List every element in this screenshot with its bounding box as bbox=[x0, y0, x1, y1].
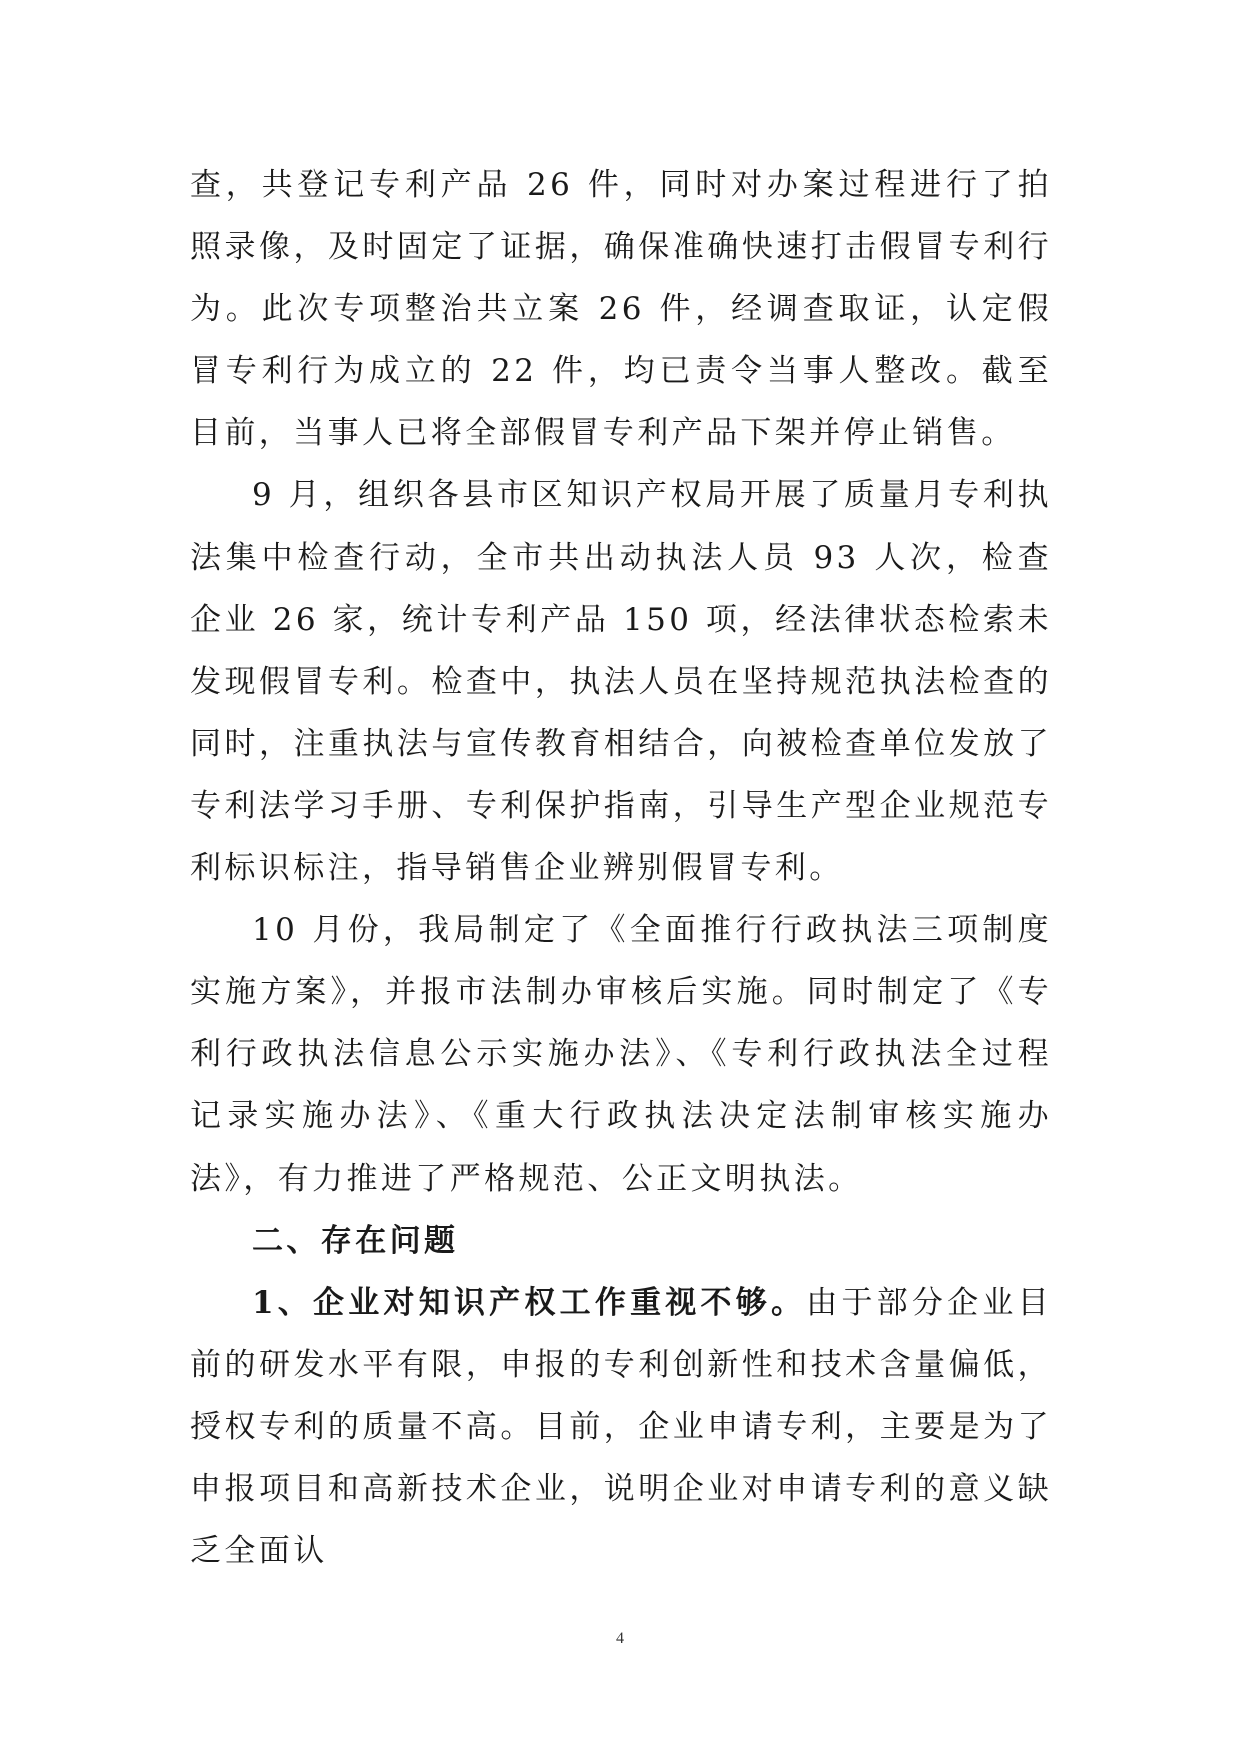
issue-1-body: 由于部分企业目前的研发水平有限，申报的专利创新性和技术含量偏低，授权专利的质量不高。目前，企业申请专利，主要是为了申报项目和高新技术企业，说明企业对申请专利的意义缺乏全面认 bbox=[190, 1284, 1052, 1570]
paragraph-september-inspection: 9 月，组织各县市区知识产权局开展了质量月专利执法集中检查行动，全市共出动执法人员 93 人次，检查企业 26 家，统计专利产品 150 项，经法律状态检索未发现假冒专利。检查中，执法人员在坚持规范执法检查的同时，注重执法与宣传教育相结合，向被检查单位发放了专利法学习手册、专利保护指南，引导生产型企业规范专利标识标注，指导销售企业辨别假冒专利。 bbox=[190, 477, 1052, 887]
paragraph-issue-1 bbox=[190, 1272, 1052, 1582]
body-text bbox=[190, 154, 1052, 1582]
page-number: 4 bbox=[616, 1630, 624, 1647]
issue-1-lead: 1、企业对知识产权工作重视不够。 bbox=[252, 1284, 807, 1321]
section-heading: 二、存在问题 bbox=[252, 1222, 459, 1259]
paragraph-october-regulations: 10 月份，我局制定了《全面推行行政执法三项制度实施方案》，并报市法制办审核后实施。同时制定了《专利行政执法信息公示实施办法》、《专利行政执法全过程记录实施办法》、《重大行政执法决定法制审核实施办法》，有力推进了严格规范、公正文明执法。 bbox=[190, 912, 1052, 1197]
paragraph-continued: 查，共登记专利产品 26 件，同时对办案过程进行了拍照录像，及时固定了证据，确保准确快速打击假冒专利行为。此次专项整治共立案 26 件，经调查取证，认定假冒专利行为成立的 22 件，均已责令当事人整改。截至目前，当事人已将全部假冒专利产品下架并停止销售。 bbox=[190, 167, 1052, 452]
